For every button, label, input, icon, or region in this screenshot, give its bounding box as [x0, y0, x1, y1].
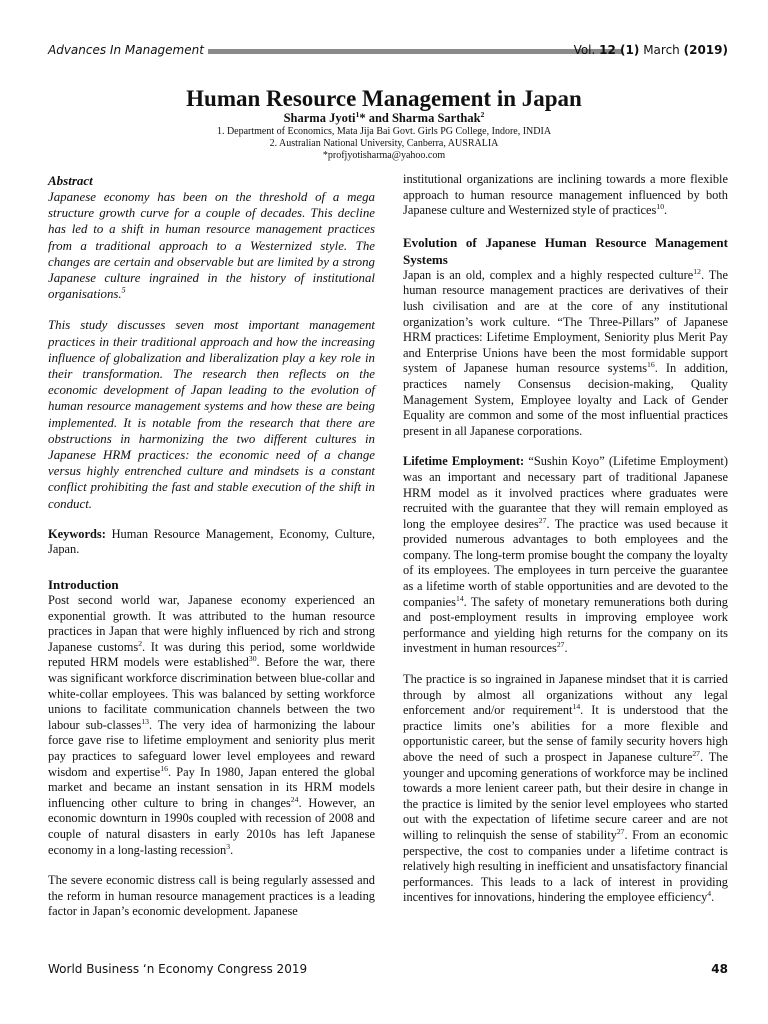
header-rule [208, 49, 622, 54]
introduction-paragraph-1: Post second world war, Japanese economy experienced an exponential growth. It was attributed to the human resource practices in Japan that were highly influenced by rich and strong Japanese customs$^2$. It was during this period, some worldwide reputed HRM models were established$^{30}$. Before the war, there was significant workforce discrimination between blue-collar and white-collar employees. This was balanced by setting workforce unions to facilitate communication channels between the two labour sub-classes$^{13}$. The very idea of harmonizing the labour force gave rise to lifetime employment and seniority plus merit pay practices to safeguard lower level employees and reward wisdom and expertise$^{16}$. Pay In 1980, Japan entered the global market and became an instant sensation in its HRM models influencing other culture to bring in changes$^{24}$. However, an economic downturn in 1990s coupled with recession of 2008 and couple of natural disasters in early 2010s has left Japanese economy in a long-lasting recession$^3$. [48, 593, 375, 857]
right-column [403, 172, 728, 921]
running-header [48, 38, 728, 62]
volume-info [574, 43, 728, 57]
left-column [48, 172, 375, 935]
continued-paragraph: institutional organizations are inclining towards a more flexible approach to human resource management influenced by both Japanese culture and Westernized style of practices$^{10}$. [403, 172, 728, 218]
abstract-paragraph-1: Japanese economy has been on the threshold of a mega structure growth curve for a couple of decades. This decline has led to a shift in human resource management practices from a traditional approach to a Westernized style. The changes are certain and observable but are limited by a strong Japanese culture ingrained in the history of institutional organisations.$^5$ [48, 190, 375, 302]
affiliation-2: 2. Australian National University, Canberra, AUSRALIA [269, 138, 499, 149]
evolution-heading: Evolution of Japanese Human Resource Management Systems [403, 234, 728, 267]
abstract-section [48, 172, 375, 512]
author-conjunction: and [365, 111, 392, 125]
author-line [0, 111, 768, 126]
vol-year: (2019) [683, 43, 728, 57]
keywords-text: Human Resource Management, Economy, Culture, Japan. [48, 526, 375, 557]
author-2: Sharma Sarthak [391, 111, 481, 125]
journal-name: Advances In Management [48, 43, 204, 57]
corresponding-email[interactable]: *profjyotisharma@yahoo.com [322, 150, 446, 161]
practice-paragraph: The practice is so ingrained in Japanese mindset that it is carried through by almost all organizations without any legal enforcement and/or requirement$^{14}$. It is understood that the practice limits one’s abilities for a more flexible and opportunistic career, but the sense of family security hovers high above the need of such a prospect in Japanese culture$^{27}$. The younger and upcoming generations of workforce may be inclined towards a more lenient career path, but their desire in change in the practice is limited by the senior level employees who started out with the expectation of lifetime secure career and are not willing to relinquish the sense of stability$^{27}$. From an economic perspective, the cost to companies under a lifetime contract is relatively high resulting in inefficient and unsatisfactory financial performances. This leads to a lack of interest in providing incentives for innovations, hindering the employee efficiency$^4$. [403, 672, 728, 905]
author-1-affil: 1 [355, 109, 360, 119]
abstract-paragraph-2: This study discusses seven most important management practices in their traditional approach and how the increasing influence of globalization and liberalization play a key role in their transformation. The research then reflects on the economic development of Japan leading to the evolution of human resource management systems and how these are being implemented. It is notable from the research that there are obstructions in harmonizing the two different cultures in Japanese HRM practices: the economic need of a change versus highly entrenched culture and mindsets is a constant conflict prohibiting the fast and stable execution of the shift in conduct. [48, 318, 375, 511]
abstract-heading: Abstract [48, 173, 93, 188]
vol-number: 12 (1) [599, 43, 640, 57]
lifetime-employment-label: Lifetime Employment: [403, 454, 525, 469]
conference-name: World Business ‘n Economy Congress 2019 [48, 962, 308, 976]
vol-prefix: Vol. [573, 43, 596, 57]
keywords-label: Keywords: [48, 526, 106, 541]
evolution-paragraph: Japan is an old, complex and a highly respected culture$^{12}$. The human resource management practices are derivatives of their lush civilisation and are at the core of any institutional organization’s work culture. “The Three-Pillars” of Japanese HRM practices: Lifetime Employment, Seniority plus Merit Pay and Enterprise Unions have been the most formidable support system of Japanese human resource systems$^{16}$. In addition, practices namely Consensus decision-making, Quality Management System, Employee loyalty and Lack of Gender Equality are common and some of the most influential practices present in all Japanese corporations. [403, 266, 728, 438]
vol-month: March [643, 43, 680, 57]
keywords [48, 527, 375, 558]
page-number: 48 [711, 962, 728, 976]
introduction-heading: Introduction [48, 577, 119, 593]
lifetime-employment-paragraph: Lifetime Employment: “Sushin Koyo” (Lifetime Employment) was an important and necessary part of traditional Japanese HRM model as it involved practices where graduates were recruited with the guarantee that they will remain employed as long the employee desires$^{27}$. The practice was used because it provided numerous advantages to both employees and the company. The long-term promise bought the company the loyalty of its employees. The employees in turn perceive the guarantee as a lifetime worth of stable opportunities and are devoted to the companies$^{14}$. The safety of monetary remunerations both during and post-employment results in improving employee work performance and yielding high returns for the company on its investment in human resources$^{27}$. [403, 454, 728, 656]
author-2-affil: 2 [480, 109, 485, 119]
paper-title: Human Resource Management in Japan [186, 86, 582, 111]
introduction-paragraph-2: The severe economic distress call is being regularly assessed and the reform in human resource management practices is a leading factor in Japan’s economic development. Japanese [48, 873, 375, 919]
affiliation-1: 1. Department of Economics, Mata Jija Bai Govt. Girls PG College, Indore, INDIA [216, 126, 552, 137]
author-1: Sharma Jyoti [283, 111, 356, 125]
corresponding-mark: * [359, 111, 366, 125]
